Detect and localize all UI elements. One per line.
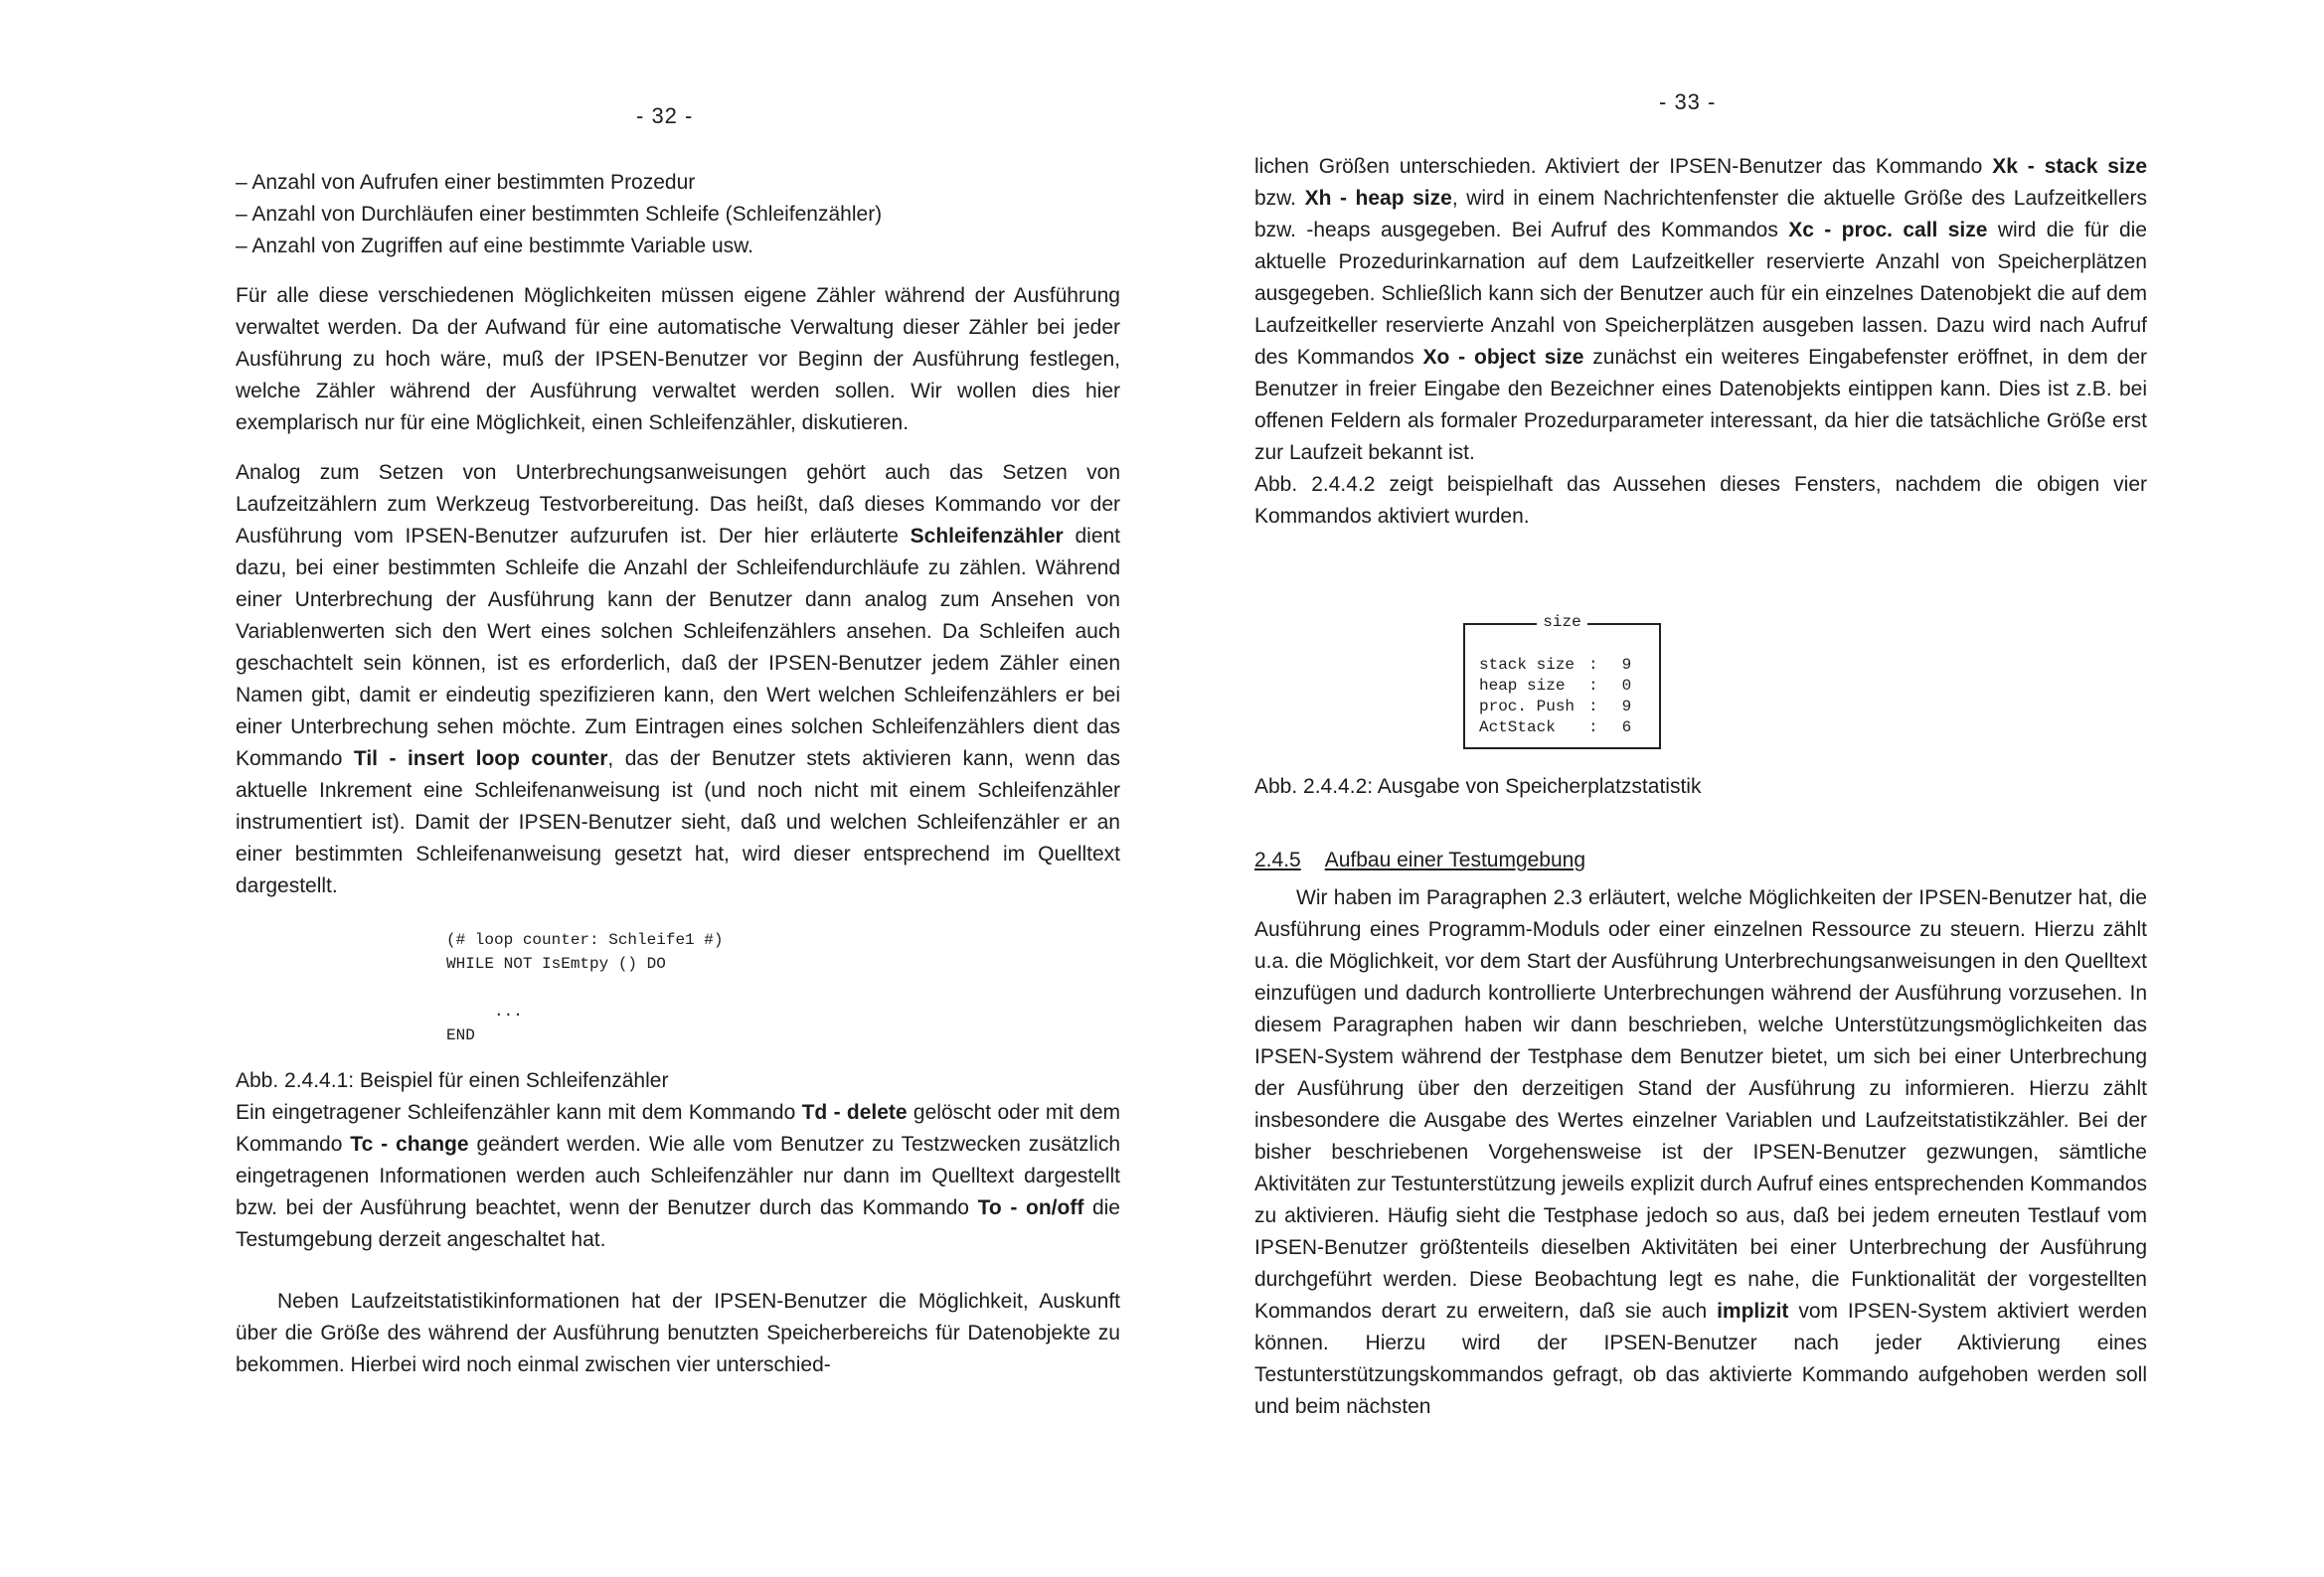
right-page <box>1162 0 2324 1577</box>
paragraph: lichen Größen unterschieden. Aktiviert der IPSEN-Benutzer das Kommando Xk - stack size bzw. Xh - heap size, wird in einem Nachrichtenfenster die aktuelle Größe des Laufzeitkellers bzw. -heaps ausgegeben. Bei Aufruf des Kommandos Xc - proc. call size wird die für die aktuelle Prozedurinkarnation auf dem Laufzeitkeller reservierte Anzahl von Speicherplätzen ausgegeben. Schließlich kann sich der Benutzer auch für ein einzelnes Datenobjekt die auf dem Laufzeitkeller reservierte Anzahl von Speicherplätzen ausgeben lassen. Dazu wird nach Aufruf des Kommandos Xo - object size zunächst ein weiteres Eingabefenster eröffnet, in dem der Benutzer in freier Eingabe den Bezeichner eines Datenobjekts eintippen kann. Dies ist z.B. bei offenen Feldern als formaler Prozedurparameter interessant, da hier die tatsächliche Größe erst zur Laufzeit bekannt ist. <box>1254 155 2148 464</box>
section-title: Aufbau einer Testumgebung <box>1324 849 1586 871</box>
paragraph: Analog zum Setzen von Unterbrechungsanweisungen gehört auch das Setzen von Laufzeitzählern zum Werkzeug Testvorbereitung. Das heißt, daß dieses Kommando vor der Ausführung vom IPSEN-Benutzer aufzurufen ist. Der hier erläuterte Schleifenzähler dient dazu, bei einer bestimmten Schleife die Anzahl der Schleifendurchläufe zu zählen. Während einer Unterbrechung der Ausführung kann der Benutzer dann analog zum Ansehen von Variablenwerten sich den Wert eines solchen Schleifenzählers ansehen. Da Schleifen auch geschachtelt sein können, ist es erforderlich, daß der IPSEN-Benutzer jedem Zähler einen Namen gibt, damit er eindeutig spezifizieren kann, den Wert welchen Schleifenzählers er bei einer Unterbrechung sehen möchte. Zum Eintragen eines solchen Schleifenzählers dient das Kommando Til - insert loop counter, das der Benutzer stets aktivieren kann, wenn das aktuelle Inkrement eine Schleifenanweisung ist (und noch nicht mit einem Schleifenzähler instrumentiert ist). Damit der IPSEN-Benutzer sieht, daß und welchen Schleifenzähler er an einer bestimmten Schleifenanweisung gesetzt hat, wird dieser entsprechend im Quelltext dargestellt. <box>236 461 1121 897</box>
code-line: END <box>446 1026 475 1044</box>
paragraph: Wir haben im Paragraphen 2.3 erläutert, welche Möglichkeiten der IPSEN-Benutzer hat, die Ausführung eines Programm-Moduls oder einer einzelnen Ressource zu steuern. Hierzu zählt u.a. die Möglichkeit, vor dem Start der Ausführung Unterbrechungsanweisungen in den Quelltext einzufügen und dadurch kontrollierte Unterbrechungen während der Ausführung vorzusehen. In diesem Paragraphen haben wir dann beschrieben, welche Unterstützungsmöglichkeiten das IPSEN-System während der Testphase dem Benutzer bietet, um sich bei einer Unterbrechung der Ausführung über den derzeitigen Stand der Ausführung zu informieren. Hierzu zählt insbesondere die Ausgabe des Wertes einzelner Variablen und Laufzeitstatistikzähler. Bei der bisher beschriebenen Vorgehensweise ist der IPSEN-Benutzer gezwungen, sämtliche Aktivitäten zur Testunterstützung jeweils explizit durch Aufruf eines entsprechenden Kommandos zu aktivieren. Häufig sieht die Testphase jedoch so aus, daß bei jedem erneuten Testlauf vom IPSEN-Benutzer größtenteils dieselben Aktivitäten bei einer Unterbrechung der Ausführung durchgeführt werden. Diese Beobachtung legt es nahe, die Funktionalität der vorgestellten Kommandos derart zu erweitern, daß sie auch implizit vom IPSEN-System aktiviert werden können. Hierzu wird der IPSEN-Benutzer nach jeder Aktivierung eines Testunterstützungskommandos gefragt, ob das aktivierte Kommando aufgehoben werden soll und beim nächsten <box>1254 886 2147 1418</box>
figure-caption: Abb. 2.4.4.1: Beispiel für einen Schleifenzähler <box>236 1069 669 1092</box>
section-number: 2.4.5 <box>1254 849 1301 871</box>
page-number: - 32 - <box>636 103 694 128</box>
figure-caption: Abb. 2.4.4.2: Ausgabe von Speicherplatzstatistik <box>1254 775 1702 798</box>
bullet-item: – Anzahl von Aufrufen einer bestimmten Prozedur <box>236 171 696 194</box>
paragraph: Abb. 2.4.4.2 zeigt beispielhaft das Aussehen dieses Fensters, nachdem die obigen vier Kommandos aktiviert wurden. <box>1254 473 2147 528</box>
size-row: heap size : 0 <box>1479 677 1632 695</box>
left-text-column <box>236 167 1120 1381</box>
size-row: ActStack : 6 <box>1479 718 1632 736</box>
code-line: ... <box>446 1003 523 1021</box>
code-line <box>446 976 1120 1000</box>
size-row: proc. Push : 9 <box>1479 698 1632 715</box>
right-text-column-lower <box>1254 845 2147 1423</box>
code-example <box>446 928 1120 1047</box>
size-table <box>1479 655 1631 738</box>
paragraph: Ein eingetragener Schleifenzähler kann mit dem Kommando Td - delete gelöscht oder mit dem Kommando Tc - change geändert werden. Wie alle vom Benutzer zu Testzwecken zusätzlich eingetragenen Informationen werden auch Schleifenzähler nur dann im Quelltext dargestellt bzw. bei der Ausführung beachtet, wenn der Benutzer durch das Kommando To - on/off die Testumgebung derzeit angeschaltet hat. <box>236 1101 1120 1251</box>
bullet-item: – Anzahl von Zugriffen auf eine bestimmte Variable usw. <box>236 235 754 257</box>
section-heading <box>1254 845 2147 876</box>
right-text-column <box>1254 151 2147 533</box>
size-row: stack size : 9 <box>1479 656 1632 674</box>
code-line: WHILE NOT IsEmtpy () DO <box>446 955 666 973</box>
size-window-title: size <box>1537 613 1586 631</box>
paragraph: Neben Laufzeitstatistikinformationen hat der IPSEN-Benutzer die Möglichkeit, Auskunft über die Größe des während der Ausführung benutzten Speicherbereichs für Datenobjekte zu bekommen. Hierbei wird noch einmal zwischen vier unterschied- <box>236 1290 1120 1376</box>
code-line: (# loop counter: Schleife1 #) <box>446 931 724 949</box>
bullet-item: – Anzahl von Durchläufen einer bestimmten Schleife (Schleifenzähler) <box>236 203 883 226</box>
paragraph: Für alle diese verschiedenen Möglichkeiten müssen eigene Zähler während der Ausführung verwaltet werden. Da der Aufwand für eine automatische Verwaltung dieser Zähler bei jeder Ausführung zu hoch wäre, muß der IPSEN-Benutzer vor Beginn der Ausführung festlegen, welche Zähler während der Ausführung verwaltet werden sollen. Wir wollen dies hier exemplarisch nur für eine Möglichkeit, einen Schleifenzähler, diskutieren. <box>236 284 1120 434</box>
page-number: - 33 - <box>1659 89 1717 114</box>
size-window <box>1463 613 1661 749</box>
